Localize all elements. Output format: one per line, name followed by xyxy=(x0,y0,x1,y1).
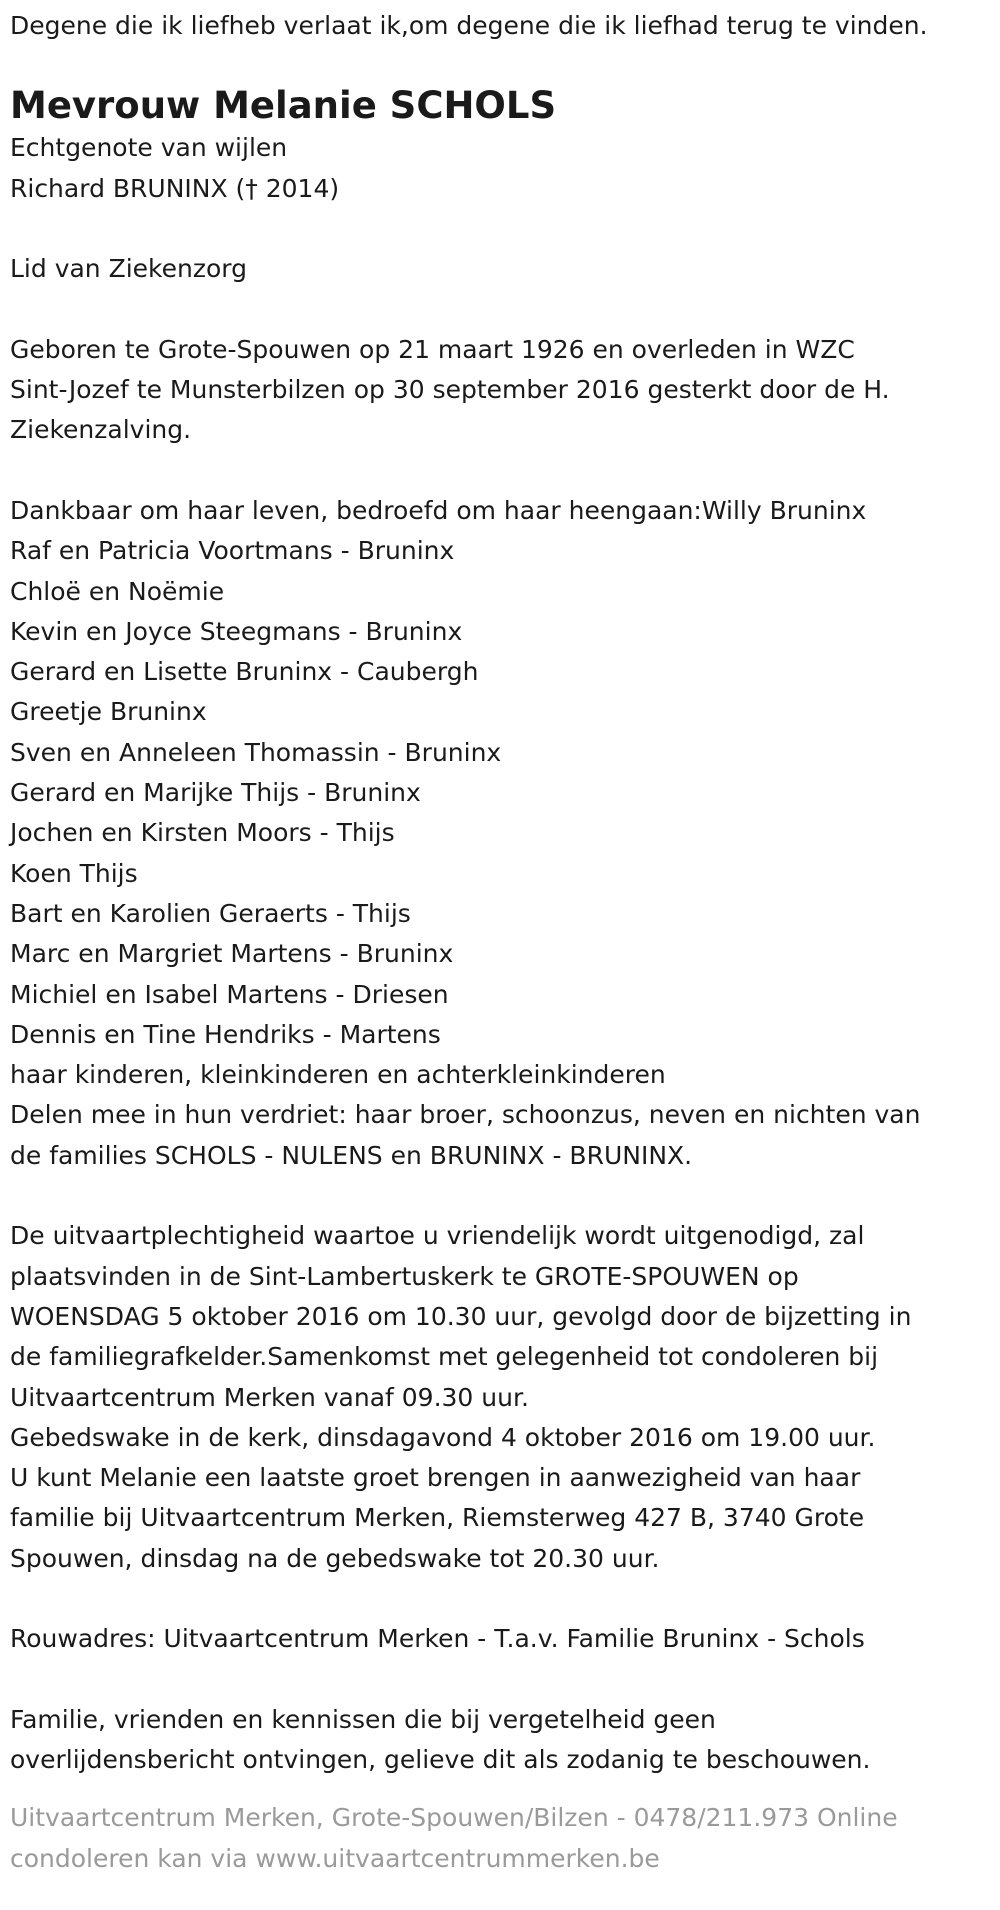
deceased-name: Mevrouw Melanie SCHOLS xyxy=(10,84,557,128)
family-line: haar kinderen, kleinkinderen en achterkleinkinderen xyxy=(10,1060,666,1090)
spouse-line: Echtgenote van wijlen xyxy=(10,133,288,163)
family-line: Greetje Bruninx xyxy=(10,697,207,727)
birth-death-block xyxy=(10,330,990,451)
family-line: Bart en Karolien Geraerts - Thijs xyxy=(10,898,411,928)
membership-text: Lid van Ziekenzorg xyxy=(10,254,247,284)
family-line: Michiel en Isabel Martens - Driesen xyxy=(10,979,449,1009)
ceremony-line: U kunt Melanie een laatste groet brengen in aanwezigheid van haar xyxy=(10,1463,861,1493)
birth-death-line: Geboren te Grote-Spouwen op 21 maart 1926 en overleden in WZC xyxy=(10,334,855,364)
spacer xyxy=(10,1579,990,1619)
family-line: Marc en Margriet Martens - Bruninx xyxy=(10,939,454,969)
footer-line: Uitvaartcentrum Merken, Grote-Spouwen/Bilzen - 0478/211.973 Online xyxy=(10,1803,898,1833)
ceremony-line: Uitvaartcentrum Merken vanaf 09.30 uur. xyxy=(10,1382,529,1412)
spouse-line: Richard BRUNINX († 2014) xyxy=(10,173,340,203)
ceremony-line: familie bij Uitvaartcentrum Merken, Riemsterweg 427 B, 3740 Grote xyxy=(10,1503,865,1533)
spacer xyxy=(10,1660,990,1700)
notice-block xyxy=(10,1700,990,1781)
ceremony-line: de familiegrafkelder.Samenkomst met gelegenheid tot condoleren bij xyxy=(10,1342,879,1372)
spacer xyxy=(10,1176,990,1216)
birth-death-line: Ziekenzalving. xyxy=(10,415,192,445)
spacer xyxy=(10,209,990,249)
obituary-page xyxy=(0,6,1000,1910)
ceremony-line: Gebedswake in de kerk, dinsdagavond 4 oktober 2016 om 19.00 uur. xyxy=(10,1422,876,1452)
birth-death-line: Sint-Jozef te Munsterbilzen op 30 september 2016 gesterkt door de H. xyxy=(10,375,890,405)
family-line: Raf en Patricia Voortmans - Bruninx xyxy=(10,536,455,566)
family-line: Dankbaar om haar leven, bedroefd om haar heengaan:Willy Bruninx xyxy=(10,495,867,525)
ceremony-line: De uitvaartplechtigheid waartoe u vriendelijk wordt uitgenodigd, zal xyxy=(10,1221,865,1251)
family-line: Jochen en Kirsten Moors - Thijs xyxy=(10,818,395,848)
family-block xyxy=(10,491,990,1176)
family-line: Kevin en Joyce Steegmans - Bruninx xyxy=(10,616,463,646)
notice-line: Familie, vrienden en kennissen die bij vergetelheid geen xyxy=(10,1704,716,1734)
ceremony-block xyxy=(10,1216,990,1579)
motto-text: Degene die ik liefheb verlaat ik,om degene die ik liefhad terug te vinden. xyxy=(10,11,928,40)
ceremony-line: plaatsvinden in de Sint-Lambertuskerk te GROTE-SPOUWEN op xyxy=(10,1261,799,1291)
family-line: Chloë en Noëmie xyxy=(10,576,225,606)
family-line: Gerard en Marijke Thijs - Bruninx xyxy=(10,778,421,808)
family-line: Gerard en Lisette Bruninx - Caubergh xyxy=(10,657,479,687)
family-line: Koen Thijs xyxy=(10,858,138,888)
spacer xyxy=(10,289,990,329)
family-line: Dennis en Tine Hendriks - Martens xyxy=(10,1019,441,1049)
family-line: Sven en Anneleen Thomassin - Bruninx xyxy=(10,737,502,767)
family-line: de families SCHOLS - NULENS en BRUNINX - BRUNINX. xyxy=(10,1140,693,1170)
spacer xyxy=(10,451,990,491)
family-line: Delen mee in hun verdriet: haar broer, schoonzus, neven en nichten van xyxy=(10,1100,921,1130)
footer-line: condoleren kan via www.uitvaartcentrummerken.be xyxy=(10,1843,660,1873)
footer-block xyxy=(10,1798,990,1879)
mourning-address: Rouwadres: Uitvaartcentrum Merken - T.a.v. Familie Bruninx - Schols xyxy=(10,1624,865,1654)
ceremony-line: WOENSDAG 5 oktober 2016 om 10.30 uur, gevolgd door de bijzetting in xyxy=(10,1301,912,1331)
spouse-block xyxy=(10,128,990,209)
ceremony-line: Spouwen, dinsdag na de gebedswake tot 20.30 uur. xyxy=(10,1543,660,1573)
notice-line: overlijdensbericht ontvingen, gelieve dit als zodanig te beschouwen. xyxy=(10,1745,871,1775)
